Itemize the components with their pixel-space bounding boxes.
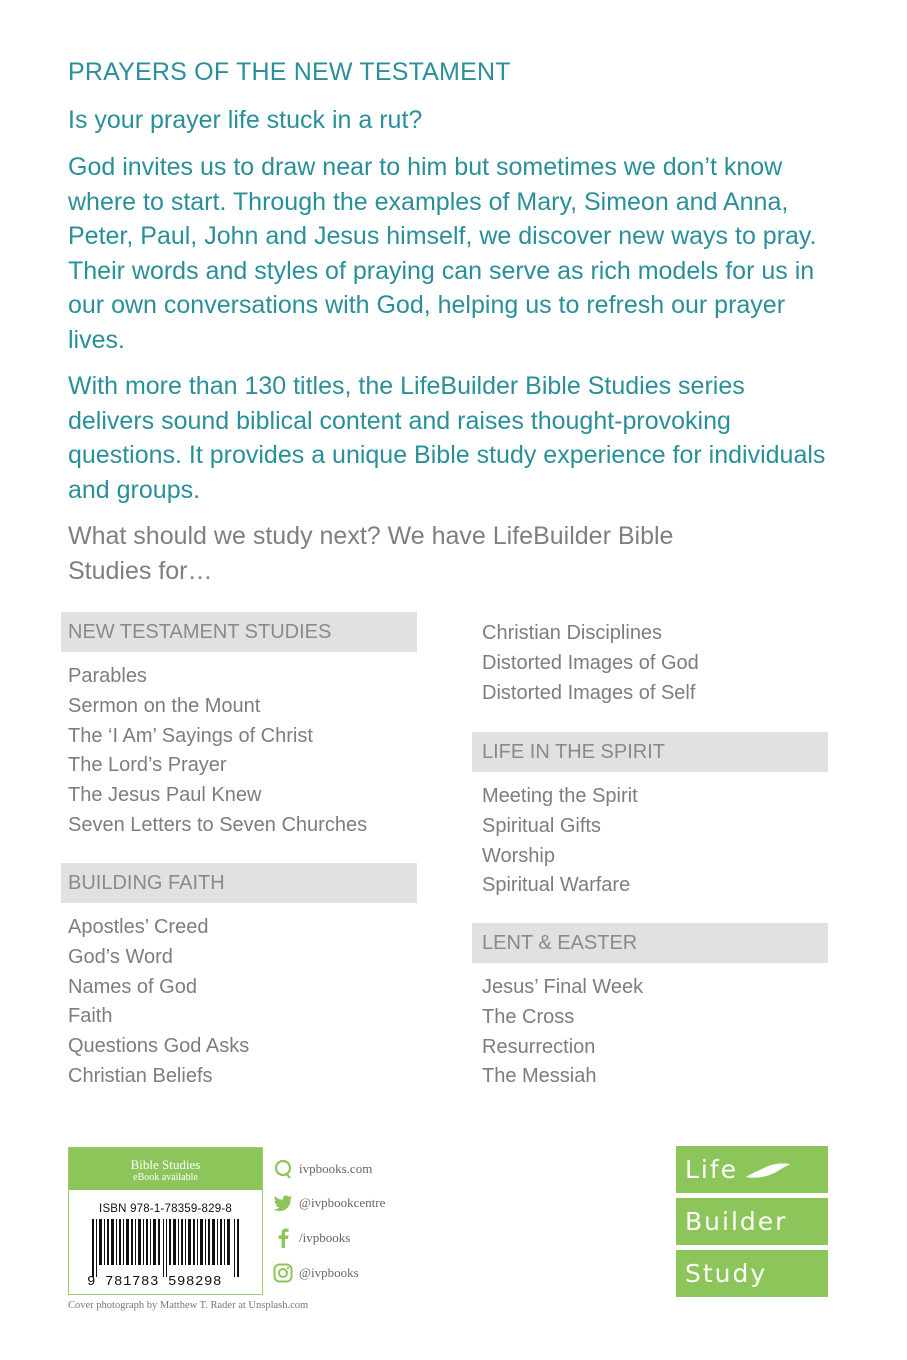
section-heading-life-in-spirit: LIFE IN THE SPIRIT	[472, 732, 828, 772]
section-heading-new-testament: NEW TESTAMENT STUDIES	[61, 612, 417, 652]
list-item: Seven Letters to Seven Churches	[68, 813, 368, 836]
twitter-icon	[273, 1194, 293, 1212]
list-item: Apostles’ Creed	[68, 916, 209, 938]
list-item: The Jesus Paul Knew	[68, 784, 262, 807]
list-item: The Cross	[482, 1005, 575, 1028]
section-heading-lent-easter: LENT & EASTER	[472, 923, 828, 963]
left-column	[61, 612, 417, 841]
right-column-spirit	[472, 732, 828, 901]
continued-list	[475, 619, 831, 708]
list-item: Faith	[68, 1005, 113, 1028]
lifebuilder-logo-study: Study	[676, 1250, 828, 1297]
barcode-number: 9 781783 598298	[87, 1274, 223, 1290]
list-item: Distorted Images of God	[482, 651, 699, 674]
series-paragraph: With more than 130 titles, the LifeBuilder Bible Studies series delivers sound biblical content and raises thought-provoking questions. It provides a unique Bible study experience for individuals and groups.	[68, 372, 826, 504]
ebook-label: eBook available	[133, 1172, 198, 1183]
book-title: PRAYERS OF THE NEW TESTAMENT	[68, 58, 511, 86]
instagram-text: @ivpbooks	[299, 1265, 359, 1280]
isbn-text: ISBN 978-1-78359-829-8	[99, 1203, 232, 1215]
instagram-link[interactable]	[273, 1263, 359, 1283]
lifebuilder-logo-builder: Builder	[676, 1198, 828, 1245]
list-item: Spiritual Warfare	[482, 874, 631, 897]
photo-credit: Cover photograph by Matthew T. Rader at Unsplash.com	[68, 1300, 309, 1311]
facebook-text: /ivpbooks	[299, 1230, 351, 1245]
list-item: The Lord’s Prayer	[68, 754, 227, 777]
list-item: Sermon on the Mount	[68, 694, 261, 717]
twitter-text: @ivpbookcentre	[299, 1195, 386, 1210]
barcode-header	[69, 1148, 262, 1190]
lifebuilder-logo-life	[676, 1146, 828, 1193]
building-faith-list	[61, 913, 417, 1092]
list-item: Questions God Asks	[68, 1035, 250, 1058]
list-item: Distorted Images of Self	[482, 681, 696, 704]
website-link[interactable]	[273, 1159, 372, 1179]
list-item: Jesus’ Final Week	[482, 976, 644, 998]
list-item: Christian Disciplines	[482, 622, 663, 644]
list-item: God’s Word	[68, 945, 173, 968]
instagram-icon	[273, 1263, 293, 1283]
twitter-link[interactable]	[273, 1194, 385, 1212]
list-item: Meeting the Spirit	[482, 785, 638, 807]
list-item: The Messiah	[482, 1065, 597, 1088]
list-item: Worship	[482, 844, 555, 867]
list-item: Resurrection	[482, 1035, 596, 1058]
list-item: Parables	[68, 665, 147, 687]
left-column-lower	[61, 863, 417, 1092]
list-item: Names of God	[68, 975, 197, 998]
category-label: Bible Studies	[130, 1157, 201, 1172]
life-in-spirit-list	[472, 782, 828, 901]
barcode-box	[68, 1147, 263, 1295]
facebook-link[interactable]	[273, 1228, 350, 1248]
description-paragraph: God invites us to draw near to him but sometimes we don’t know where to start. Through the examples of Mary, Simeon and Anna, Peter, Paul, John and Jesus himself, we discover new ways to pray. Their words and styles of praying can serve as rich models for us in our own conversations with God, helping us to refresh our prayer lives.	[68, 153, 817, 354]
right-column-lent	[472, 923, 828, 1092]
list-item: Christian Beliefs	[68, 1064, 213, 1087]
ivp-logo-icon	[273, 1159, 293, 1179]
list-item: The ‘I Am’ Sayings of Christ	[68, 724, 313, 747]
right-column-top	[475, 619, 831, 708]
leaf-icon	[744, 1161, 792, 1181]
lent-easter-list	[472, 973, 828, 1092]
new-testament-list	[61, 662, 417, 841]
facebook-icon	[273, 1228, 293, 1248]
next-study-paragraph: What should we study next? We have LifeBuilder Bible Studies for…	[68, 522, 674, 585]
website-text: ivpbooks.com	[299, 1161, 373, 1176]
section-heading-building-faith: BUILDING FAITH	[61, 863, 417, 903]
logo-word-life: Life	[685, 1155, 739, 1184]
barcode-icon	[92, 1219, 240, 1277]
list-item: Spiritual Gifts	[482, 814, 601, 837]
intro-question: Is your prayer life stuck in a rut?	[68, 106, 423, 134]
